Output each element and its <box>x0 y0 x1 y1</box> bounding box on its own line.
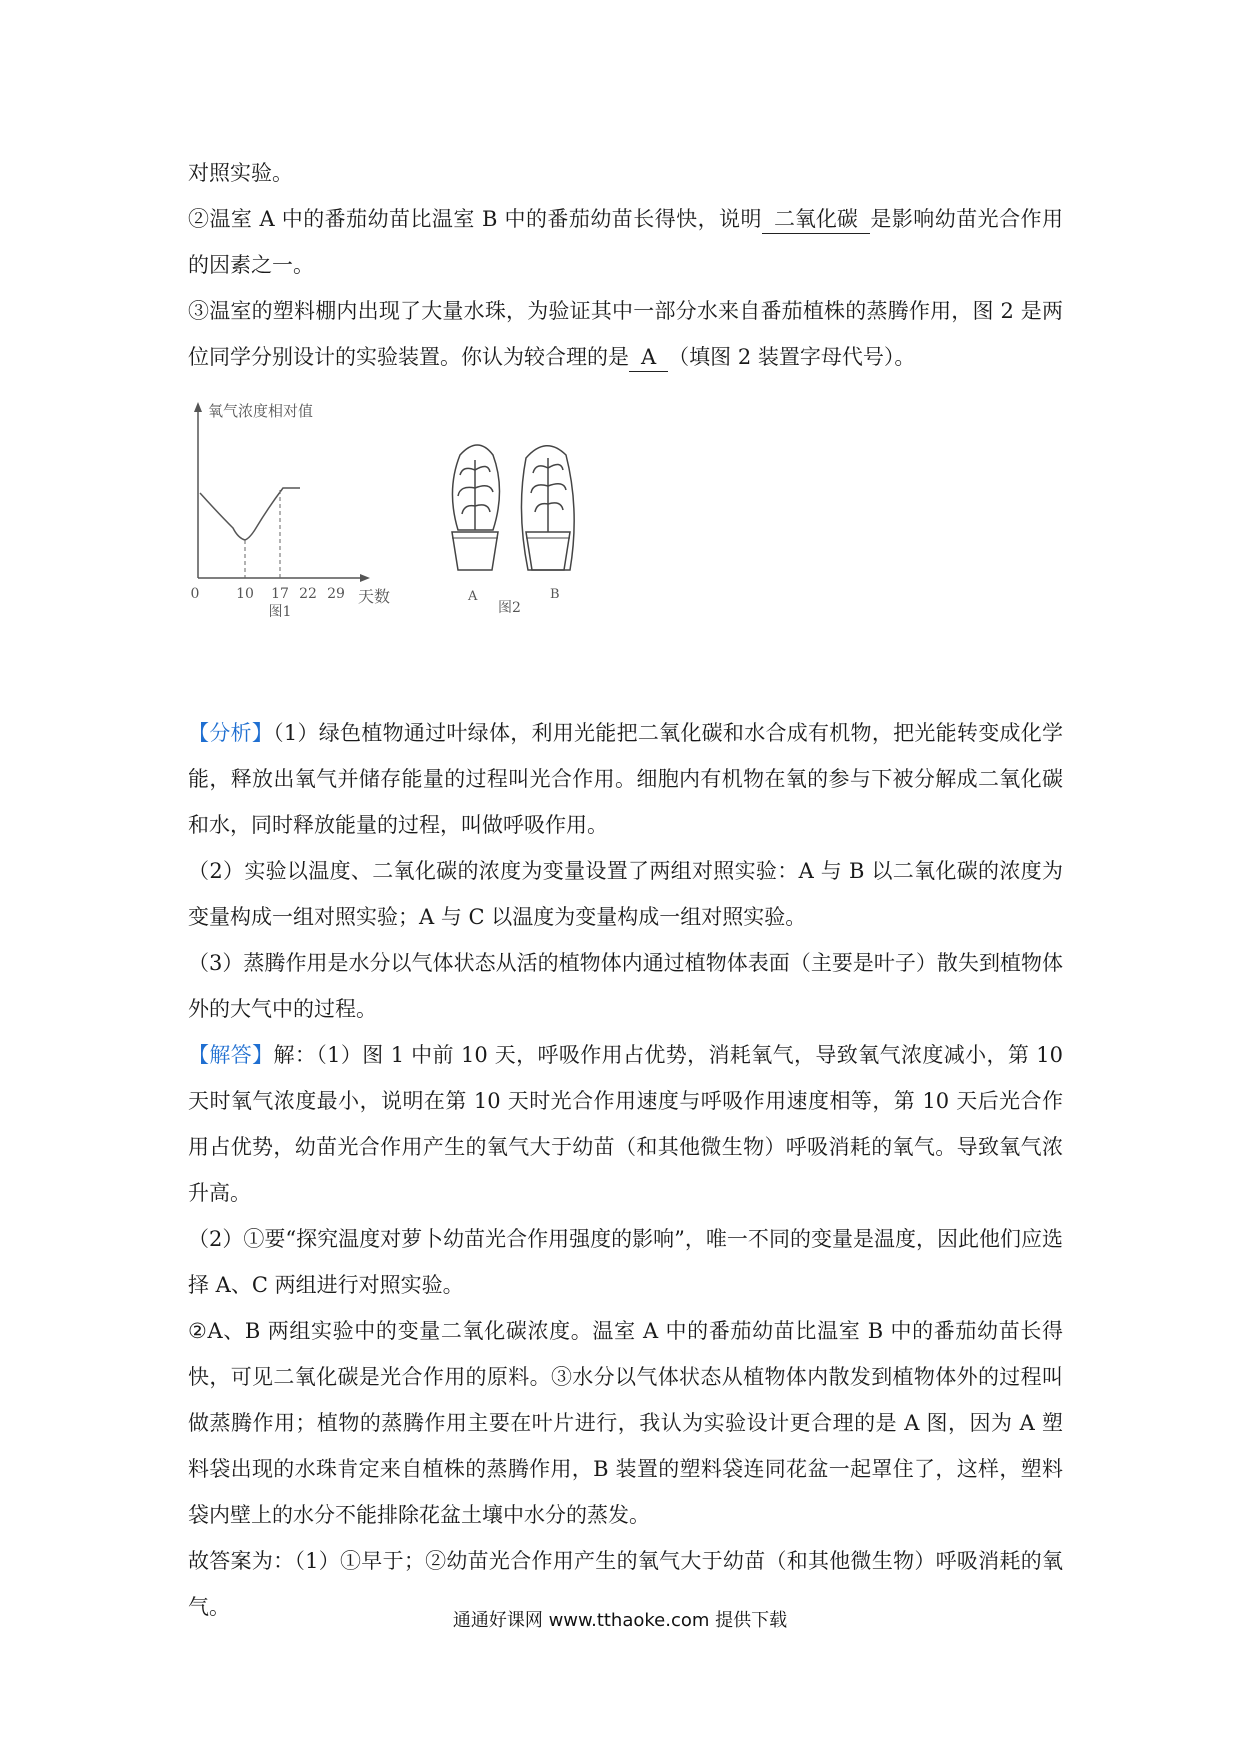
analysis-p3: （3）蒸腾作用是水分以气体状态从活的植物体内通过植物体表面（主要是叶子）散失到植物体外的大气中的过程。 <box>188 951 1063 1021</box>
figures-row <box>188 380 1063 710</box>
tick-label: 10 <box>236 586 254 602</box>
q2-answer-blank: 二氧化碳 <box>762 205 870 234</box>
tick-label: 17 <box>271 586 289 602</box>
label-a: A <box>468 589 478 604</box>
q2-text-after: 是影响幼苗光合作用的因素之一。 <box>188 207 1063 277</box>
q3-answer-blank: A <box>629 343 668 372</box>
plant-b <box>521 446 574 570</box>
tick-label: 22 <box>299 586 317 602</box>
q3-text-after: （填图 2 装置字母代号）。 <box>668 345 916 369</box>
solution-p2: （2）①要“探究温度对萝卜幼苗光合作用强度的影响”，唯一不同的变量是温度，因此他们应选择 A、C 两组进行对照实验。 <box>188 1227 1063 1297</box>
oxygen-curve <box>200 488 300 540</box>
plant-a <box>452 445 500 570</box>
label-b: B <box>550 587 560 602</box>
solution-tag: 【解答】 <box>188 1043 274 1067</box>
question-part-3 <box>188 288 1063 380</box>
analysis-tag: 【分析】 <box>188 721 274 745</box>
text-line-continuation: 对照实验。 <box>188 161 293 185</box>
analysis-p2: （2）实验以温度、二氧化碳的浓度为变量设置了两组对照实验：A 与 B 以二氧化碳的浓度为变量构成一组对照实验；A 与 C 以温度为变量构成一组对照实验。 <box>188 859 1063 929</box>
y-axis-label: 氧气浓度相对值 <box>208 402 314 420</box>
y-axis-arrow <box>194 402 202 412</box>
tick-label: 29 <box>327 586 345 602</box>
analysis-p1 <box>188 710 1063 848</box>
question-part-2 <box>188 196 1063 288</box>
q2-text-before: ②温室 A 中的番茄幼苗比温室 B 中的番茄幼苗长得快，说明 <box>188 207 762 231</box>
page-footer: 通通好课网 www.tthaoke.com 提供下载 <box>452 1610 788 1631</box>
figure-1-caption: 图1 <box>268 604 292 620</box>
analysis-text-1: （1）绿色植物通过叶绿体，利用光能把二氧化碳和水合成有机物，把光能转变成化学能，释放出氧气并储存能量的过程叫光合作用。细胞内有机物在氧的参与下被分解成二氧化碳和水，同时释放能量的过程，叫做呼吸作用。 <box>188 721 1064 837</box>
x-axis-arrow <box>360 574 370 582</box>
solution-p3: ②A、B 两组实验中的变量二氧化碳浓度。温室 A 中的番茄幼苗比温室 B 中的番茄幼苗长得快，可见二氧化碳是光合作用的原料。③水分以气体状态从植物体内散发到植物体外的过程叫做蒸腾作用；植物的蒸腾作用主要在叶片进行，我认为实验设计更合理的是 A 图，因为 A 塑料袋出现的水珠肯定来自植株的蒸腾作用，B 装置的塑料袋连同花盆一起罩住了，这样，塑料袋内壁上的水分不能排除花盆土壤中水分的蒸发。 <box>188 1319 1063 1527</box>
figure-2-caption: 图2 <box>498 600 521 616</box>
solution-p1 <box>188 1032 1063 1216</box>
tick-label: 0 <box>190 586 200 602</box>
x-axis-label: 天数 <box>358 587 391 606</box>
page-content <box>188 150 1063 1630</box>
figure-2-plants <box>438 430 618 630</box>
solution-text-1: 解：（1）图 1 中前 10 天，呼吸作用占优势，消耗氧气，导致氧气浓度减小，第 10 天时氧气浓度最小，说明在第 10 天时光合作用速度与呼吸作用速度相等，第 10 天后光合作用占优势，幼苗光合作用产生的氧气大于幼苗（和其他微生物）呼吸消耗的氧气。导致氧气浓升高。 <box>188 1043 1064 1205</box>
solution-p4: 故答案为：（1）①早于；②幼苗光合作用产生的氧气大于幼苗（和其他微生物）呼吸消耗的氧气。 <box>188 1549 1063 1619</box>
figure-1-graph <box>188 398 418 628</box>
q3-text-before: ③温室的塑料棚内出现了大量水珠，为验证其中一部分水来自番茄植株的蒸腾作用，图 2 是两位同学分别设计的实验装置。你认为较合理的是 <box>188 299 1063 369</box>
